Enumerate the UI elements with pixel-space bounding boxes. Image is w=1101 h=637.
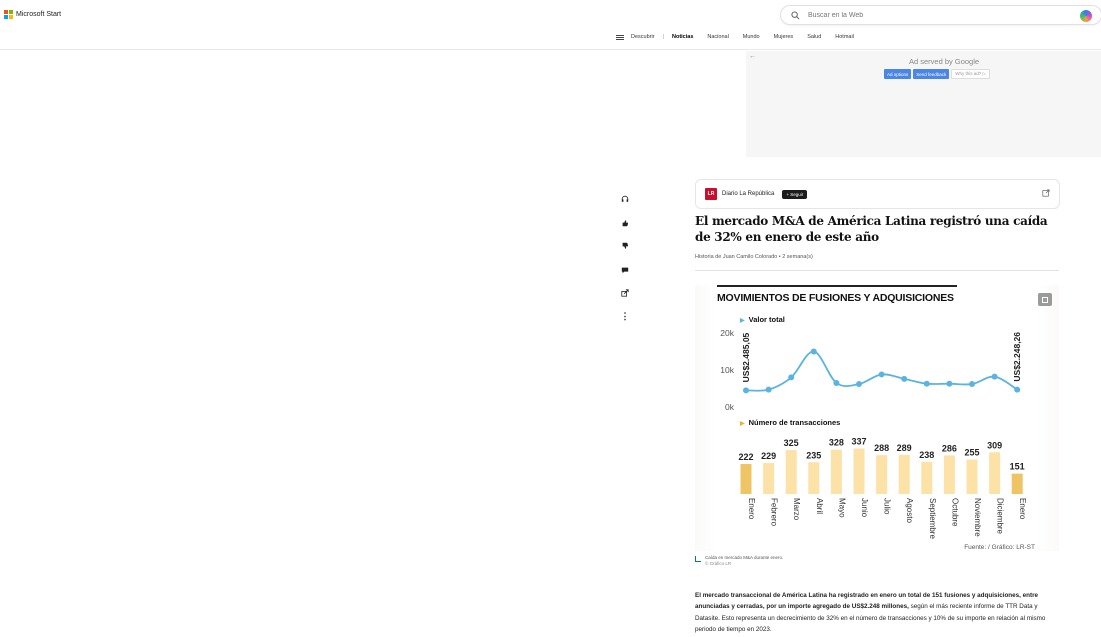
bar-4[interactable]	[808, 462, 819, 494]
bar-8[interactable]	[899, 455, 910, 494]
more-glyph: ⋮	[620, 311, 630, 321]
line-point-8[interactable]	[901, 376, 907, 382]
share-icon[interactable]	[617, 285, 633, 301]
x-tick-label: Marzo	[792, 498, 802, 521]
bar-value-label: 255	[964, 447, 980, 458]
bar-value-label: 288	[874, 443, 890, 454]
bar-value-label: 235	[806, 450, 822, 461]
line-label-text: Valor total	[748, 315, 785, 324]
bar-10[interactable]	[944, 455, 955, 494]
nav-bar	[0, 30, 1101, 50]
bar-3[interactable]	[786, 450, 797, 494]
ad-options-button[interactable]: Ad options	[884, 69, 911, 79]
follow-button[interactable]: + Seguir	[782, 190, 807, 199]
bar-value-label: 151	[1009, 461, 1025, 472]
x-tick-label: Noviembre	[973, 498, 982, 537]
caption-credit: © Gráfico LR	[705, 561, 732, 566]
line-annotation-last: US$2.248,26	[1012, 331, 1023, 382]
bar-12[interactable]	[989, 452, 1000, 494]
nav-item-noticias[interactable]: Noticias	[671, 34, 694, 40]
bar-9[interactable]	[921, 462, 932, 494]
article-body	[695, 590, 1063, 635]
line-point-6[interactable]	[856, 381, 862, 387]
bar-11[interactable]	[967, 460, 978, 494]
line-point-13[interactable]	[1014, 387, 1020, 393]
external-link-icon[interactable]	[1042, 189, 1050, 197]
search-input[interactable]	[808, 12, 1048, 19]
x-tick-label: Febrero	[769, 498, 779, 527]
bar-value-label: 289	[896, 442, 912, 453]
logo-square-red	[4, 10, 8, 14]
top-bar	[0, 0, 1101, 30]
logo-square-yellow	[9, 15, 13, 19]
y-tick-label: 0k	[725, 402, 734, 412]
chart-svg	[695, 285, 1059, 551]
nav-item-salud[interactable]: Salud	[807, 34, 822, 40]
nav-separator: |	[662, 34, 664, 40]
publisher-name[interactable]: Diario La República	[722, 191, 775, 197]
body-rest: según el más reciente informe de TTR Data y Datasite. Esto representa un decrecimiento de 32% en el número de transacciones y 10% de su importe en relación al mismo periodo de tiempo en 2023.	[695, 603, 1046, 633]
bar-value-label: 238	[919, 449, 935, 460]
more-icon[interactable]	[617, 309, 633, 325]
publisher-logo[interactable]: LR	[705, 188, 717, 200]
line-point-1[interactable]	[743, 387, 749, 393]
divider	[695, 270, 1059, 271]
bar-2[interactable]	[763, 463, 774, 494]
line-annotation-first: US$2.485,05	[741, 332, 751, 383]
x-tick-label: Septiembre	[927, 498, 937, 539]
x-tick-label: Mayo	[837, 498, 847, 518]
headphones-icon[interactable]	[617, 191, 633, 207]
bar-value-label: 309	[987, 440, 1003, 451]
bar-6[interactable]	[854, 449, 865, 494]
blue-triangle-icon: ▶	[740, 318, 745, 324]
x-tick-label: Junio	[860, 498, 869, 518]
ad-buttons	[884, 69, 990, 79]
logo-square-blue	[4, 15, 8, 19]
hamburger-menu-icon[interactable]	[616, 35, 624, 40]
x-tick-label: Octubre	[950, 498, 960, 527]
bar-value-label: 222	[738, 452, 754, 463]
chart-title: MOVIMIENTOS DE FUSIONES Y ADQUISICIONES	[717, 292, 954, 304]
bar-1[interactable]	[741, 464, 752, 494]
line-point-2[interactable]	[766, 387, 772, 393]
line-point-11[interactable]	[969, 381, 975, 387]
caption-text: Caída en mercado M&A durante enero.	[705, 555, 784, 560]
nav-item-mujeres[interactable]: Mujeres	[773, 34, 794, 40]
line-point-4[interactable]	[811, 349, 817, 355]
bar-7[interactable]	[876, 455, 887, 494]
microsoft-start-logo[interactable]	[4, 10, 61, 19]
x-tick-label: Agosto	[905, 498, 915, 523]
bar-value-label: 337	[851, 436, 867, 447]
nav-item-nacional[interactable]: Nacional	[707, 34, 729, 40]
body-bold: El mercado transaccional de América Latina ha registrado en enero un total de 151 fusiones y adquisiciones, entre anunciadas y cerradas, por un importe agregado de US$2.248 millones,	[695, 592, 1039, 611]
thumbs-down-icon[interactable]	[617, 238, 633, 254]
ad-served-by: Ad served by Google	[909, 57, 980, 66]
publisher-card	[695, 179, 1060, 209]
line-point-5[interactable]	[833, 380, 839, 386]
search-icon	[791, 11, 800, 20]
line-point-10[interactable]	[946, 381, 952, 387]
nav-item-hotmail[interactable]: Hotmail	[835, 34, 854, 40]
copilot-icon[interactable]	[1080, 10, 1092, 22]
microsoft-logo-icon	[4, 10, 13, 19]
bar-13[interactable]	[1012, 474, 1023, 494]
action-rail	[617, 191, 633, 332]
caption-bracket-icon	[695, 556, 701, 562]
article-byline: Historia de Juan Camilo Colorado • 2 semana(s)	[695, 254, 813, 260]
search-box[interactable]	[780, 5, 1101, 25]
ad-panel	[746, 51, 1101, 157]
bar-value-label: 286	[941, 443, 957, 454]
x-tick-label: Julio	[882, 498, 892, 515]
why-this-ad-button[interactable]: Why this ad? ▷	[951, 69, 990, 79]
send-feedback-button[interactable]: Send feedback	[913, 69, 949, 79]
chart-source: Fuente: / Gráfico: LR-ST	[964, 544, 1035, 551]
article-title: El mercado M&A de América Latina registró una caída de 32% en enero de este año	[695, 214, 1048, 244]
bar-5[interactable]	[831, 450, 842, 494]
yellow-triangle-icon: ▶	[740, 421, 745, 427]
y-tick-label: 20k	[720, 328, 734, 338]
x-tick-label: Enero	[747, 498, 756, 520]
line-series-valor-total	[746, 351, 1017, 390]
bar-label-text: Número de transacciones	[748, 418, 841, 427]
logo-square-green	[9, 10, 13, 14]
thumbs-up-icon[interactable]	[617, 215, 633, 231]
y-tick-label: 10k	[720, 365, 734, 375]
bar-value-label: 325	[783, 438, 799, 449]
bar-value-label: 229	[761, 451, 777, 462]
line-point-12[interactable]	[992, 374, 998, 380]
article-figure[interactable]	[695, 285, 1059, 551]
bar-value-label: 328	[828, 437, 844, 448]
comment-icon[interactable]	[617, 262, 633, 278]
line-point-7[interactable]	[879, 371, 885, 377]
ad-back-icon[interactable]: ←	[749, 53, 756, 60]
x-tick-label: Abril	[814, 498, 824, 515]
x-tick-label: Enero	[1018, 498, 1028, 520]
line-point-3[interactable]	[788, 374, 794, 380]
nav-item-descubrir[interactable]: Descubrir	[631, 34, 655, 40]
nav-item-mundo[interactable]: Mundo	[742, 34, 760, 40]
line-point-9[interactable]	[924, 381, 930, 387]
figure-caption	[695, 555, 783, 567]
x-tick-label: Diciembre	[995, 498, 1005, 535]
nav-items	[616, 34, 868, 40]
brand-name: Microsoft Start	[16, 11, 62, 18]
